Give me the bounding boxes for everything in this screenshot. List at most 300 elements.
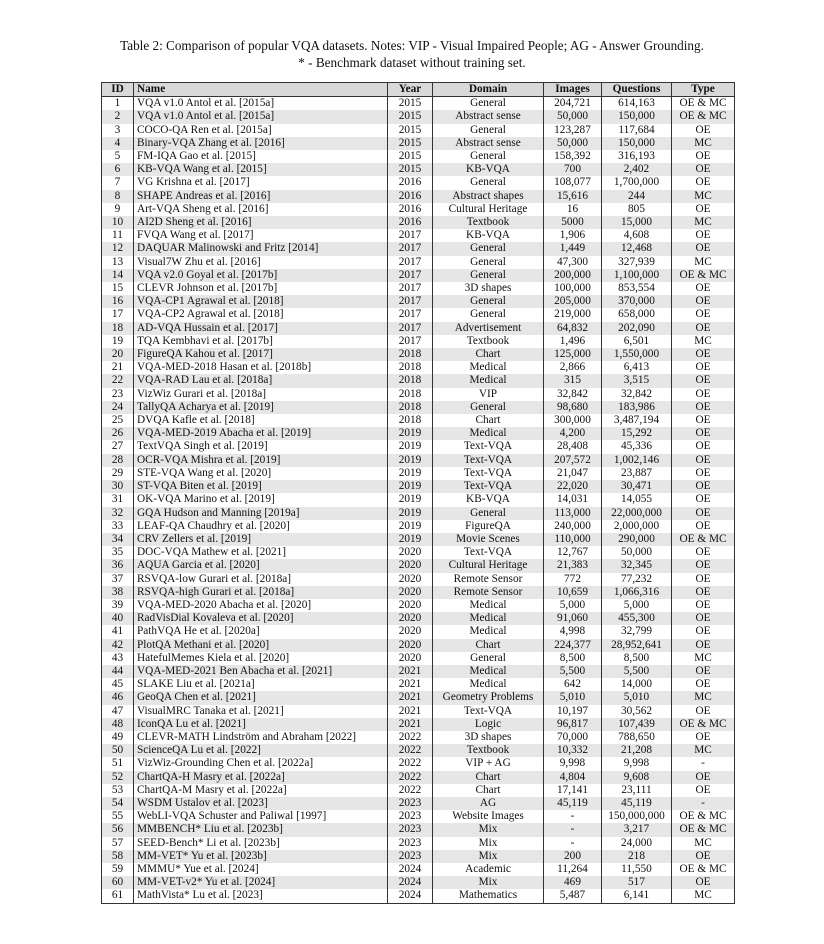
cell-name: FigureQA Kahou et al. [2017] [134, 348, 388, 361]
cell-questions: 1,700,000 [602, 176, 672, 189]
cell-domain: KB-VQA [433, 493, 544, 506]
table-row [102, 665, 735, 678]
cell-name: SHAPE Andreas et al. [2016] [134, 190, 388, 203]
cell-year: 2017 [388, 335, 433, 348]
cell-images: 70,000 [544, 731, 602, 744]
cell-domain: KB-VQA [433, 163, 544, 176]
cell-year: 2018 [388, 348, 433, 361]
cell-name: VQA-MED-2020 Abacha et al. [2020] [134, 599, 388, 612]
table-row [102, 691, 735, 704]
cell-name: DAQUAR Malinowski and Fritz [2014] [134, 242, 388, 255]
table-row [102, 97, 735, 111]
cell-domain: Medical [433, 625, 544, 638]
table-row [102, 639, 735, 652]
cell-year: 2017 [388, 295, 433, 308]
cell-id: 1 [102, 97, 134, 111]
table-row [102, 507, 735, 520]
cell-name: TQA Kembhavi et al. [2017b] [134, 335, 388, 348]
cell-id: 59 [102, 863, 134, 876]
cell-name: CRV Zellers et al. [2019] [134, 533, 388, 546]
table-row [102, 414, 735, 427]
cell-name: HatefulMemes Kiela et al. [2020] [134, 652, 388, 665]
cell-year: 2022 [388, 784, 433, 797]
cell-name: MMBENCH* Liu et al. [2023b] [134, 823, 388, 836]
cell-name: FVQA Wang et al. [2017] [134, 229, 388, 242]
table-row [102, 493, 735, 506]
cell-name: VQA-MED-2021 Ben Abacha et al. [2021] [134, 665, 388, 678]
cell-images: 200 [544, 850, 602, 863]
cell-name: RSVQA-high Gurari et al. [2018a] [134, 586, 388, 599]
cell-type: MC [694, 334, 712, 347]
cell-year: 2023 [388, 810, 433, 823]
cell-domain: 3D shapes [433, 731, 544, 744]
table-body [102, 97, 735, 903]
cell-name: COCO-QA Ren et al. [2015a] [134, 124, 388, 137]
cell-questions: 6,141 [602, 889, 672, 903]
cell-name: DVQA Kafle et al. [2018] [134, 414, 388, 427]
table-row [102, 810, 735, 823]
cell-domain: General [433, 97, 544, 111]
cell-questions: 1,002,146 [602, 454, 672, 467]
cell-name: SEED-Bench* Li et al. [2023b] [134, 837, 388, 850]
cell-year: 2021 [388, 678, 433, 691]
cell-type: OE & MC [679, 862, 727, 875]
cell-name: MM-VET-v2* Yu et al. [2024] [134, 876, 388, 889]
cell-domain: VIP [433, 388, 544, 401]
cell-year: 2019 [388, 533, 433, 546]
cell-name: AQUA Garcia et al. [2020] [134, 559, 388, 572]
cell-images: 91,060 [544, 612, 602, 625]
cell-type: OE [672, 480, 735, 493]
cell-images: 113,000 [544, 507, 602, 520]
header-type: Type [672, 83, 735, 97]
cell-images: 4,200 [544, 427, 602, 440]
table-row [102, 110, 735, 123]
cell-id: 51 [102, 757, 134, 770]
cell-questions: 3,515 [602, 374, 672, 387]
cell-id: 13 [102, 256, 134, 269]
cell-id: 34 [102, 533, 134, 546]
cell-type: OE [695, 466, 711, 479]
cell-questions: 30,471 [602, 480, 672, 493]
cell-type: OE [672, 665, 735, 678]
cell-type: OE [672, 771, 735, 784]
cell-images: 50,000 [544, 110, 602, 123]
table-row [102, 573, 735, 586]
table-row [102, 203, 735, 216]
cell-type: OE [695, 493, 711, 506]
cell-year: 2024 [388, 876, 433, 889]
cell-year: 2017 [388, 282, 433, 295]
cell-id: 9 [102, 203, 134, 216]
cell-name: WSDM Ustalov et al. [2023] [134, 797, 388, 810]
cell-type: OE [695, 598, 711, 611]
cell-domain: FigureQA [433, 520, 544, 533]
cell-id: 23 [102, 388, 134, 401]
cell-name: MathVista* Lu et al. [2023] [134, 889, 388, 903]
cell-year: 2020 [388, 599, 433, 612]
cell-domain: General [433, 269, 544, 282]
cell-questions: 50,000 [602, 546, 672, 559]
cell-type: MC [694, 836, 712, 849]
cell-domain: Movie Scenes [433, 533, 544, 546]
cell-type: MC [672, 691, 735, 704]
cell-name: GQA Hudson and Manning [2019a] [134, 507, 388, 520]
cell-images: 5,010 [544, 691, 602, 704]
cell-name: SLAKE Liu et al. [2021a] [134, 678, 388, 691]
cell-images: 1,906 [544, 229, 602, 242]
header-questions: Questions [602, 83, 672, 97]
table-row [102, 731, 735, 744]
cell-name: VisualMRC Tanaka et al. [2021] [134, 705, 388, 718]
cell-images: 315 [544, 374, 602, 387]
cell-name: RadVisDial Kovaleva et al. [2020] [134, 612, 388, 625]
table-row [102, 757, 735, 770]
cell-id: 43 [102, 652, 134, 665]
cell-domain: General [433, 256, 544, 269]
cell-domain: Medical [433, 665, 544, 678]
cell-domain: Chart [433, 639, 544, 652]
table-caption: Table 2: Comparison of popular VQA datasets. Notes: VIP - Visual Impaired People; AG - Answer Grounding. [120, 38, 704, 53]
cell-name: DOC-VQA Mathew et al. [2021] [134, 546, 388, 559]
cell-questions: 370,000 [602, 295, 672, 308]
cell-year: 2019 [388, 493, 433, 506]
cell-domain: Medical [433, 678, 544, 691]
cell-name: AD-VQA Hussain et al. [2017] [134, 322, 388, 335]
table-row [102, 678, 735, 691]
cell-images: 8,500 [544, 652, 602, 665]
cell-name: VG Krishna et al. [2017] [134, 176, 388, 189]
cell-domain: Cultural Heritage [433, 203, 544, 216]
header-domain: Domain [433, 83, 544, 97]
cell-name: VQA v1.0 Antol et al. [2015a] [134, 110, 388, 123]
cell-type: OE [695, 123, 711, 136]
cell-year: 2024 [388, 889, 433, 903]
cell-type: OE [695, 387, 711, 400]
cell-name: ChartQA-M Masry et al. [2022a] [134, 784, 388, 797]
cell-images: 204,721 [544, 97, 602, 111]
cell-type: OE [695, 704, 711, 717]
cell-type: OE [695, 202, 711, 215]
cell-type: OE [695, 361, 711, 374]
cell-domain: General [433, 507, 544, 520]
cell-type: OE [695, 519, 711, 532]
cell-questions: 117,684 [602, 124, 672, 137]
cell-questions: 15,292 [602, 427, 672, 440]
cell-images: 50,000 [544, 137, 602, 150]
table-row [102, 256, 735, 269]
cell-questions: 150,000 [602, 137, 672, 150]
cell-name: VizWiz Gurari et al. [2018a] [134, 388, 388, 401]
cell-year: 2019 [388, 454, 433, 467]
cell-name: FM-IQA Gao et al. [2015] [134, 150, 388, 163]
cell-type: OE [672, 401, 735, 414]
cell-questions: 517 [602, 876, 672, 889]
cell-images: 64,832 [544, 322, 602, 335]
cell-year: 2020 [388, 559, 433, 572]
cell-domain: Cultural Heritage [433, 559, 544, 572]
cell-type: OE & MC [672, 533, 735, 546]
cell-type: OE [672, 454, 735, 467]
cell-type: OE & MC [679, 810, 727, 823]
cell-id: 56 [102, 823, 134, 836]
cell-images: 17,141 [544, 784, 602, 797]
cell-year: 2018 [388, 374, 433, 387]
cell-domain: Mix [433, 823, 544, 836]
cell-questions: 5,000 [602, 599, 672, 612]
cell-images: 9,998 [544, 757, 602, 770]
cell-id: 27 [102, 440, 134, 453]
cell-year: 2016 [388, 176, 433, 189]
cell-year: 2021 [388, 665, 433, 678]
cell-images: 16 [544, 203, 602, 216]
table-row [102, 837, 735, 850]
cell-domain: Mathematics [433, 889, 544, 903]
cell-images: 1,496 [544, 335, 602, 348]
table-row [102, 335, 735, 348]
table-row [102, 242, 735, 255]
cell-id: 50 [102, 744, 134, 757]
cell-type: OE & MC [672, 718, 735, 731]
cell-images: 5,000 [544, 599, 602, 612]
cell-id: 29 [102, 467, 134, 480]
cell-domain: Medical [433, 427, 544, 440]
cell-images: 5,500 [544, 665, 602, 678]
cell-type: OE [672, 163, 735, 176]
cell-name: STE-VQA Wang et al. [2020] [134, 467, 388, 480]
cell-type: OE [672, 295, 735, 308]
cell-questions: 6,413 [602, 361, 672, 374]
cell-year: 2015 [388, 97, 433, 111]
cell-images: 10,659 [544, 586, 602, 599]
cell-questions: 107,439 [602, 718, 672, 731]
cell-name: VQA-CP1 Agrawal et al. [2018] [134, 295, 388, 308]
cell-questions: 14,055 [602, 493, 672, 506]
cell-id: 39 [102, 599, 134, 612]
cell-images: 5000 [544, 216, 602, 229]
cell-id: 22 [102, 374, 134, 387]
table-row [102, 163, 735, 176]
cell-name: PathVQA He et al. [2020a] [134, 625, 388, 638]
cell-year: 2021 [388, 705, 433, 718]
cell-questions: 28,952,641 [602, 639, 672, 652]
cell-name: RSVQA-low Gurari et al. [2018a] [134, 573, 388, 586]
cell-images: 98,680 [544, 401, 602, 414]
cell-id: 45 [102, 678, 134, 691]
table-row [102, 652, 735, 665]
cell-id: 7 [102, 176, 134, 189]
cell-id: 57 [102, 837, 134, 850]
cell-domain: VIP + AG [433, 757, 544, 770]
cell-domain: Textbook [433, 335, 544, 348]
cell-images: 125,000 [544, 348, 602, 361]
cell-questions: 12,468 [602, 242, 672, 255]
table-row [102, 599, 735, 612]
cell-domain: Mix [433, 837, 544, 850]
cell-type: OE [672, 850, 735, 863]
cell-name: ChartQA-H Masry et al. [2022a] [134, 771, 388, 784]
table-row [102, 150, 735, 163]
cell-type: OE [695, 783, 711, 796]
cell-year: 2023 [388, 797, 433, 810]
cell-images: 96,817 [544, 718, 602, 731]
cell-name: VQA-MED-2018 Hasan et al. [2018b] [134, 361, 388, 374]
cell-type: MC [672, 137, 735, 150]
cell-year: 2022 [388, 771, 433, 784]
cell-domain: Logic [433, 718, 544, 731]
table-row [102, 744, 735, 757]
cell-id: 40 [102, 612, 134, 625]
cell-images: 110,000 [544, 533, 602, 546]
cell-year: 2015 [388, 110, 433, 123]
cell-id: 58 [102, 850, 134, 863]
cell-questions: 658,000 [602, 308, 672, 321]
cell-type: OE [695, 176, 711, 189]
table-row [102, 137, 735, 150]
header-year: Year [388, 83, 433, 97]
cell-images: - [544, 823, 602, 836]
cell-images: 219,000 [544, 308, 602, 321]
cell-domain: Website Images [433, 810, 544, 823]
cell-type: OE [695, 229, 711, 242]
table-row [102, 520, 735, 533]
table-row [102, 718, 735, 731]
cell-domain: Abstract shapes [433, 190, 544, 203]
cell-images: 642 [544, 678, 602, 691]
cell-id: 24 [102, 401, 134, 414]
table-row [102, 190, 735, 203]
cell-name: Art-VQA Sheng et al. [2016] [134, 203, 388, 216]
cell-id: 19 [102, 335, 134, 348]
cell-year: 2022 [388, 757, 433, 770]
cell-name: KB-VQA Wang et al. [2015] [134, 163, 388, 176]
cell-id: 44 [102, 665, 134, 678]
cell-year: 2021 [388, 718, 433, 731]
table-row [102, 784, 735, 797]
cell-year: 2017 [388, 256, 433, 269]
table-row [102, 176, 735, 189]
table-row [102, 269, 735, 282]
cell-questions: 150,000 [602, 110, 672, 123]
cell-domain: Advertisement [433, 322, 544, 335]
cell-id: 12 [102, 242, 134, 255]
cell-id: 37 [102, 573, 134, 586]
cell-images: - [544, 810, 602, 823]
cell-type: OE [672, 348, 735, 361]
cell-questions: 24,000 [602, 837, 672, 850]
cell-id: 52 [102, 771, 134, 784]
cell-type: OE [695, 546, 711, 559]
cell-domain: Geometry Problems [433, 691, 544, 704]
cell-questions: 183,986 [602, 401, 672, 414]
cell-id: 41 [102, 625, 134, 638]
cell-questions: 218 [602, 850, 672, 863]
table-row [102, 889, 735, 903]
cell-images: 207,572 [544, 454, 602, 467]
cell-images: 11,264 [544, 863, 602, 876]
cell-questions: 77,232 [602, 573, 672, 586]
cell-images: 21,047 [544, 467, 602, 480]
cell-questions: 15,000 [602, 216, 672, 229]
cell-type: OE [695, 572, 711, 585]
cell-questions: 9,608 [602, 771, 672, 784]
header-name: Name [134, 83, 388, 97]
cell-questions: 290,000 [602, 533, 672, 546]
cell-type: MC [672, 190, 735, 203]
cell-id: 20 [102, 348, 134, 361]
cell-images: - [544, 837, 602, 850]
cell-id: 8 [102, 190, 134, 203]
table-row [102, 322, 735, 335]
cell-name: VQA v1.0 Antol et al. [2015a] [134, 97, 388, 111]
cell-year: 2019 [388, 440, 433, 453]
cell-id: 15 [102, 282, 134, 295]
cell-year: 2017 [388, 242, 433, 255]
cell-domain: General [433, 150, 544, 163]
cell-year: 2018 [388, 388, 433, 401]
cell-questions: 45,119 [602, 797, 672, 810]
cell-questions: 788,650 [602, 731, 672, 744]
cell-name: OCR-VQA Mishra et al. [2019] [134, 454, 388, 467]
cell-images: 10,332 [544, 744, 602, 757]
cell-questions: 22,000,000 [602, 507, 672, 520]
cell-type: OE [672, 586, 735, 599]
cell-images: 200,000 [544, 269, 602, 282]
cell-images: 240,000 [544, 520, 602, 533]
cell-year: 2024 [388, 863, 433, 876]
cell-id: 60 [102, 876, 134, 889]
cell-questions: 8,500 [602, 652, 672, 665]
cell-year: 2019 [388, 427, 433, 440]
cell-domain: 3D shapes [433, 282, 544, 295]
cell-questions: 32,842 [602, 388, 672, 401]
cell-year: 2018 [388, 361, 433, 374]
table-row [102, 771, 735, 784]
cell-images: 10,197 [544, 705, 602, 718]
cell-type: OE [695, 308, 711, 321]
cell-id: 49 [102, 731, 134, 744]
cell-year: 2019 [388, 507, 433, 520]
table-row [102, 467, 735, 480]
cell-name: MMMU* Yue et al. [2024] [134, 863, 388, 876]
cell-name: MM-VET* Yu et al. [2023b] [134, 850, 388, 863]
cell-questions: 9,998 [602, 757, 672, 770]
cell-id: 46 [102, 691, 134, 704]
cell-type: OE & MC [672, 823, 735, 836]
table-row [102, 427, 735, 440]
table-row [102, 612, 735, 625]
cell-year: 2019 [388, 480, 433, 493]
cell-year: 2017 [388, 322, 433, 335]
cell-id: 28 [102, 454, 134, 467]
table-row [102, 348, 735, 361]
cell-year: 2018 [388, 414, 433, 427]
cell-domain: Text-VQA [433, 546, 544, 559]
cell-domain: General [433, 295, 544, 308]
cell-images: 4,804 [544, 771, 602, 784]
cell-id: 6 [102, 163, 134, 176]
table-row [102, 388, 735, 401]
cell-year: 2017 [388, 229, 433, 242]
cell-year: 2023 [388, 823, 433, 836]
cell-images: 47,300 [544, 256, 602, 269]
cell-images: 4,998 [544, 625, 602, 638]
cell-id: 11 [102, 229, 134, 242]
cell-id: 32 [102, 507, 134, 520]
cell-images: 1,449 [544, 242, 602, 255]
cell-name: PlotQA Methani et al. [2020] [134, 639, 388, 652]
cell-id: 18 [102, 322, 134, 335]
